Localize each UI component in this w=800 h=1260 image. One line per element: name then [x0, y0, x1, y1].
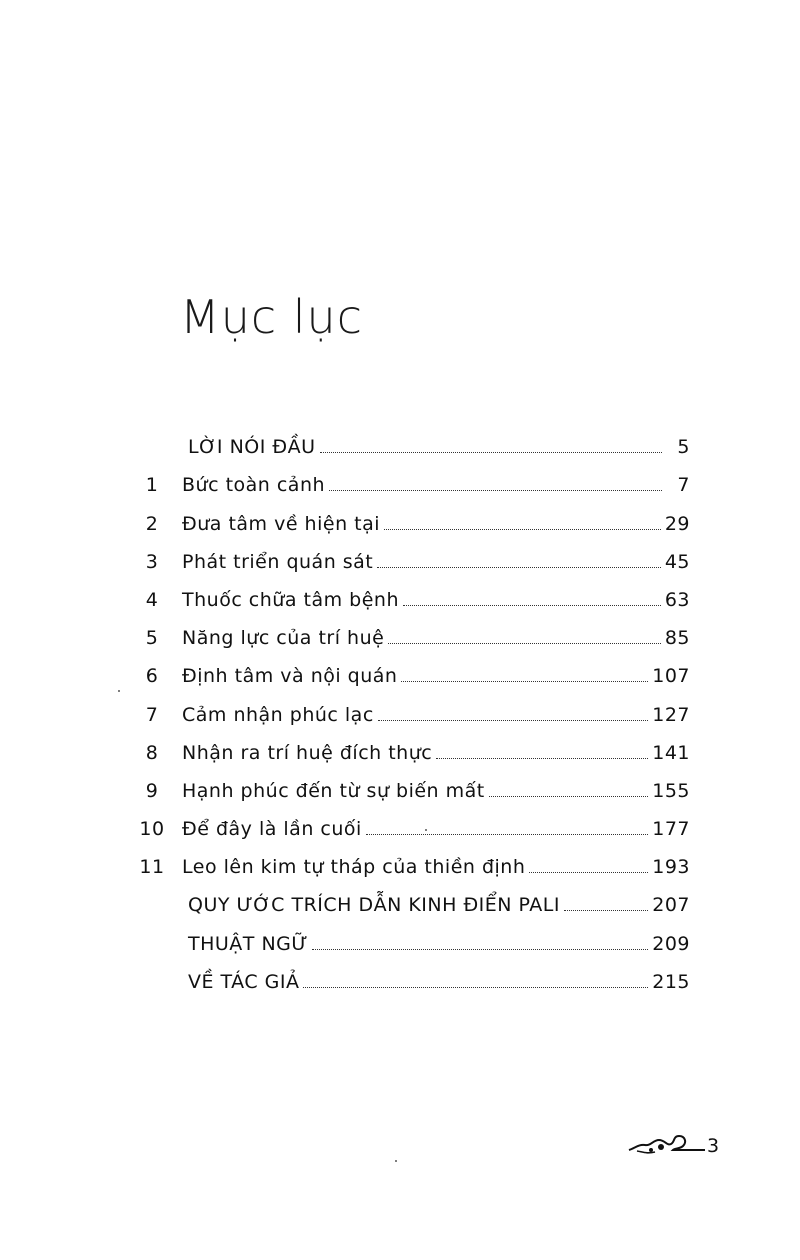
toc-row[interactable]: [130, 649, 690, 687]
toc-row[interactable]: [130, 535, 690, 573]
print-speck: [395, 1160, 397, 1162]
toc-entry: [174, 818, 690, 840]
chapter-number: 8: [145, 741, 159, 764]
page-number: 209: [652, 932, 690, 955]
chapter-number: 2: [145, 512, 159, 535]
page-number: 45: [664, 550, 690, 573]
page-number: 215: [652, 970, 690, 993]
print-speck: [118, 690, 120, 692]
toc-entry: [174, 894, 690, 916]
toc-row[interactable]: [130, 802, 690, 840]
chapter-number: 3: [145, 550, 159, 573]
toc-row[interactable]: [130, 764, 690, 802]
page-number: 29: [664, 512, 690, 535]
toc-entry: [174, 742, 690, 764]
dot-leader: [378, 720, 648, 721]
chapter-number: 7: [145, 703, 159, 726]
toc-row[interactable]: [130, 496, 690, 534]
chapter-title: Thuốc chữa tâm bệnh: [182, 588, 399, 611]
dot-leader: [489, 796, 648, 797]
chapter-title: Bức toàn cảnh: [182, 474, 326, 497]
toc-entry: [174, 704, 690, 726]
toc-entry: [174, 665, 690, 687]
chapter-title: Phát triển quán sát: [182, 550, 374, 573]
table-of-contents: [130, 420, 690, 993]
page-number: 5: [677, 436, 690, 459]
print-speck: [425, 829, 427, 831]
page-number: 207: [652, 894, 690, 917]
chapter-title: Năng lực của trí huệ: [182, 627, 385, 650]
toc-row[interactable]: [130, 573, 690, 611]
chapter-title: LỜI NÓI ĐẦU: [188, 436, 316, 459]
dot-leader: [366, 834, 648, 835]
toc-entry: [174, 513, 690, 535]
page-number: 177: [652, 818, 690, 841]
toc-entry: [174, 627, 690, 649]
chapter-title: QUY ƯỚC TRÍCH DẪN KINH ĐIỂN PALI: [188, 894, 560, 917]
dot-leader: [529, 872, 648, 873]
page-number: 85: [664, 627, 690, 650]
dot-leader: [320, 452, 662, 453]
toc-entry: [174, 589, 690, 611]
dot-leader: [329, 490, 662, 491]
page-number: 155: [652, 779, 690, 802]
page-number: 193: [652, 856, 690, 879]
chapter-title: Cảm nhận phúc lạc: [182, 703, 374, 726]
toc-entry: [174, 780, 690, 802]
toc-entry: [174, 474, 690, 496]
chapter-title: Để đây là lần cuối: [182, 818, 362, 841]
toc-row[interactable]: [130, 955, 690, 993]
toc-row[interactable]: [130, 420, 690, 458]
toc-row[interactable]: [130, 458, 690, 496]
toc-entry: [174, 856, 690, 878]
chapter-title: VỀ TÁC GIẢ: [188, 970, 300, 993]
page-number: 127: [652, 703, 690, 726]
chapter-number: 6: [145, 665, 159, 688]
toc-row[interactable]: [130, 687, 690, 725]
chapter-title: Nhận ra trí huệ đích thực: [182, 741, 433, 764]
chapter-title: Leo lên kim tự tháp của thiền định: [182, 856, 526, 879]
chapter-title: Đưa tâm về hiện tại: [182, 512, 381, 535]
toc-entry: [174, 436, 690, 458]
toc-row[interactable]: [130, 840, 690, 878]
page-footer: [625, 1128, 719, 1156]
toc-entry: [174, 551, 690, 573]
dot-leader: [377, 567, 661, 568]
dot-leader: [436, 758, 648, 759]
chapter-title: Hạnh phúc đến từ sự biến mất: [182, 779, 485, 802]
chapter-number: 4: [145, 588, 159, 611]
toc-row[interactable]: [130, 916, 690, 954]
dot-leader: [564, 910, 648, 911]
page-number: 107: [652, 665, 690, 688]
toc-entry: [174, 971, 690, 993]
toc-row[interactable]: [130, 878, 690, 916]
chapter-title: THUẬT NGỮ: [188, 932, 309, 955]
chapter-title: Định tâm và nội quán: [182, 665, 398, 688]
dot-leader: [384, 529, 661, 530]
dot-leader: [312, 949, 648, 950]
ornament-flourish-icon: [625, 1128, 705, 1156]
page-number: 141: [652, 741, 690, 764]
dot-leader: [303, 987, 648, 988]
page-number: 7: [677, 474, 690, 497]
chapter-number: 1: [145, 474, 159, 497]
chapter-number: 11: [139, 856, 165, 879]
toc-entry: [174, 933, 690, 955]
chapter-number: 10: [139, 818, 165, 841]
toc-row[interactable]: [130, 726, 690, 764]
dot-leader: [401, 681, 648, 682]
chapter-number: 5: [145, 627, 159, 650]
dot-leader: [403, 605, 661, 606]
page-title: Mục lục: [180, 290, 363, 344]
toc-row[interactable]: [130, 611, 690, 649]
page-number-footer: 3: [707, 1135, 720, 1157]
dot-leader: [388, 643, 660, 644]
chapter-number: 9: [145, 779, 159, 802]
page-number: 63: [664, 588, 690, 611]
